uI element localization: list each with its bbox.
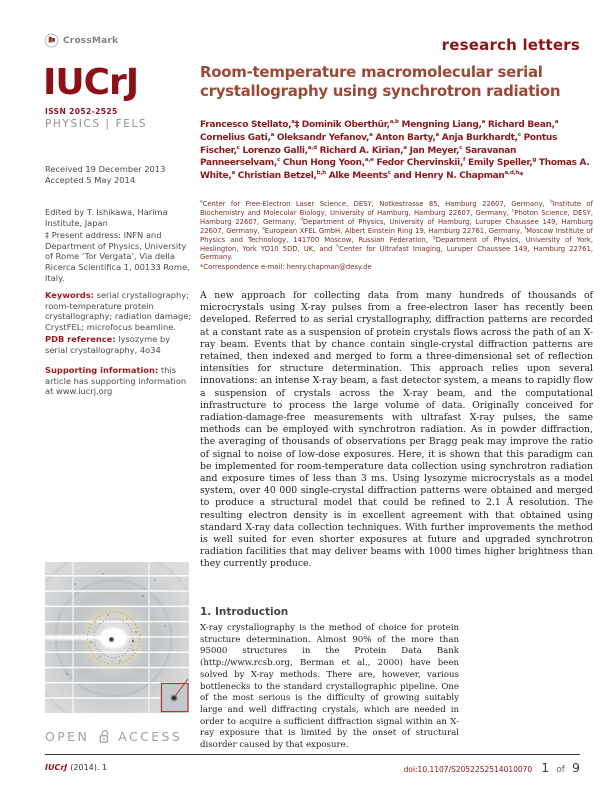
crossmark-badge[interactable] [44,32,118,49]
author: Thomas A. White,$^a$ [200,158,590,182]
pdb-reference-label: PDB reference: [45,334,116,344]
page-indicator [541,757,580,776]
issn-number: ISSN 2052-2525 [45,107,118,116]
open-access-left: OPEN [45,729,90,744]
author: Anton Barty,$^a$ [375,131,439,143]
footer-citation [45,763,107,772]
open-access-badge [45,727,182,746]
author: Francesco Stellato,$^a$‡ [200,119,299,130]
page-of-label: of [556,765,565,775]
introduction-text: X-ray crystallography is the method of choice for protein structure determination. Almost 90% of the more than 95000 structures in the Protein Data Bank (http://www.rcsb.org, Berman et al., 2000) have been solved by X-ray methods. There are, however, various bottlenecks to the standard crystallographic pipeline. One of the most serious is the difficulty of growing suitably large and well diffracting crystals, which are needed in order to acquire a sufficient diffraction signal within an X-ray exposure that is limited by the onset of structural disorder caused by that exposure. [200,623,459,751]
author: Dominik Oberthür,$^{a,b}$ [301,119,399,130]
author: Alke Meents$^c$ and [328,170,412,182]
section-heading-introduction: 1. Introduction [200,606,289,618]
doi-link[interactable]: doi:10.1107/S2052252514010070 [403,765,533,774]
author: Jan Meyer,$^c$ [409,144,463,156]
author: Emily Speller,$^g$ [468,157,537,169]
author: Pontus Fischer,$^c$ [200,132,558,156]
accepted-date: Accepted 5 May 2014 [45,174,136,185]
author: Fedor Chervinskii,$^f$ [376,157,466,169]
pdb-reference-block [45,334,195,355]
journal-logo: IUCrJ [43,62,139,103]
author: Richard Bean,$^a$ [487,119,559,130]
crossmark-icon [44,32,59,49]
received-date: Received 19 December 2013 [45,164,166,174]
author: Mengning Liang,$^a$ [401,119,486,130]
open-lock-icon [94,727,113,746]
author: Henry N. Chapman$^{a,d,h}$* [414,170,524,182]
footer-rule [45,754,580,755]
keywords-text: serial crystallography; room-temperature protein crystallography; radiation damage; CrystFEL; microfocus beamline. [45,290,192,333]
diffraction-pattern-image [45,562,189,713]
supporting-information-block [45,365,195,397]
abstract-text: A new approach for collecting data from many hundreds of thousands of microcrystals using X-ray pulses from a free-electron laser has recently been developed. Referred to as serial crystallography, diffraction patterns are recorded at a constant rate as a suspension of protein crystals flows across the path of an X-ray beam. Events that by chance contain single-crystal diffraction patterns are retained, then indexed and merged to form a three-dimensional set of reflection intensities for structure determination. This approach relies upon several innovations: an intense X-ray beam, a fast detector system, a means to rapidly flow a suspension of crystals across the X-ray beam, and the computational infrastructure to process the large volume of data. Originally conceived for radiation-damage-free measurements with ultrafast X-ray pulses, the same methods can be employed with synchrotron radiation. As in powder diffraction, the averaging of thousands of observations per Bragg peak may improve the ratio of signal to noise of low-dose exposures. Here, it is shown that this paradigm can be implemented for room-temperature data collection using synchrotron radiation and exposure times of less than 3 ms. Using lysozyme microcrystals as a model system, over 40 000 single-crystal diffraction patterns were obtained and merged to produce a structural model that could be refined to 2.1 Å resolution. The resulting electron density is in excellent agreement with that obtained using standard X-ray data collection techniques. With further improvements the method is well suited for even shorter exposures at future and upgraded synchrotron radiation facilities that may deliver beams with 1000 times higher brightness than they currently produce. [200,290,593,570]
zoom-inset [162,679,189,712]
edited-by: Edited by T. Ishikawa, Harima Institute, Japan [45,207,168,228]
affiliations-block [200,200,593,272]
section-label: research letters [441,36,580,54]
author: Cornelius Gati,$^a$ [200,131,275,143]
correspondence-email[interactable]: *Correspondence e-mail: henry.chapman@desy.de [200,263,372,272]
received-accepted-dates [45,164,195,185]
page-total: 9 [572,760,580,775]
article-title: Room-temperature macromolecular serial crystallography using synchrotron radiation [200,63,561,100]
author: Oleksandr Yefanov,$^a$ [276,131,373,143]
author: Saravanan Panneerselvam,$^c$ [200,145,517,169]
footer-citation-text: (2014). 1 [70,763,108,772]
page-number: 1 [541,760,550,775]
open-access-right: ACCESS [118,729,183,744]
keywords-block [45,290,195,333]
author: Chun Hong Yoon,$^{a,e}$ [282,157,374,169]
author: Christian Betzel,$^{b,h}$ [237,170,326,182]
supporting-information-text: this article has supporting information at www.iucrj.org [45,365,187,397]
author: Richard A. Kirian,$^a$ [319,144,407,156]
affiliations: $^a$Center for Free-Electron Laser Science, DESY, Notkestrasse 85, Hamburg 22607, Germany, $^b$Institute of Biochemistry and Molecular Biology, University of Hamburg, Hamburg 22607, Germany, $^c$Photon Science, DESY, Hamburg 22607, Germany, $^d$Department of Physics, University of Hamburg, Luruper Chaussee 149, Hamburg 22607, Germany, $^e$European XFEL GmbH, Albert Einstein Ring 19, Hamburg 22761, Germany, $^f$Moscow Institute of Physics and Technology, 141700 Moscow, Russian Federation, $^g$Department of Physics, University of York, Heslington, York YO10 5DD, UK, and $^h$Center for Ultrafast Imaging, Luruper Chaussee 149, Hamburg 22761, Germany. [200,198,593,262]
author: Anja Burkhardt,$^c$ [441,131,521,143]
keywords-label: Keywords: [45,290,94,300]
pdb-reference-text: lysozyme by serial crystallography, 4o34 [45,334,171,355]
author-list [200,119,593,183]
crossmark-label: CrossMark [63,35,119,46]
supporting-information-label: Supporting information: [45,365,159,375]
author: Lorenzo Galli,$^{a,d}$ [242,144,317,156]
diffraction-pattern-figure [45,562,189,713]
journal-subjects: PHYSICS | FELS [45,118,148,130]
present-address: ‡ Present address: INFN and Department of Physics, University of Rome ‘Tor Vergata’, Via della Ricerca Scientifica 1, 00133 Rome, Italy. [45,230,190,283]
footer-journal-name: IUCrJ [45,763,68,772]
footer-right [404,757,580,776]
